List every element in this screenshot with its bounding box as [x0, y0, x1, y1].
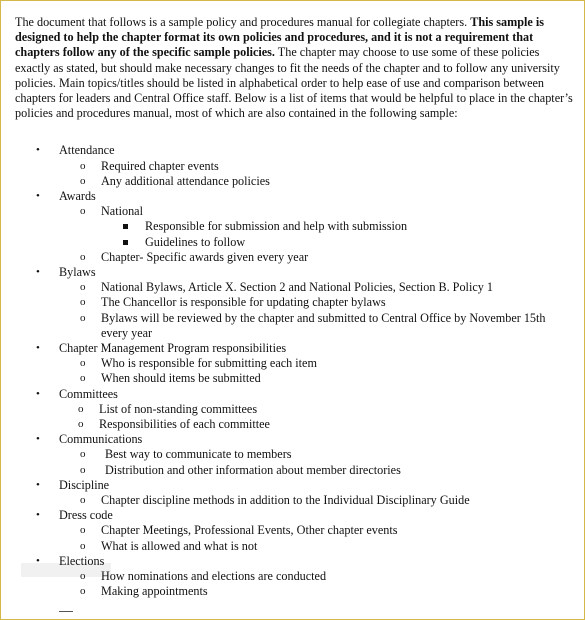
square-bullet-icon: [123, 224, 128, 229]
bullet-icon: •: [36, 387, 40, 400]
list-item: [15, 204, 575, 219]
list-item: [15, 523, 575, 538]
list-item-text: Bylaws will be reviewed by the chapter and submitted to Central Office by November 15th every year: [101, 310, 546, 340]
list-item-text: Distribution and other information about member directories: [105, 462, 401, 477]
sub-list-item-text: Responsible for submission and help with submission: [145, 219, 408, 234]
circle-bullet-icon: o: [80, 311, 86, 324]
bullet-icon: •: [36, 265, 40, 278]
list-item: [15, 371, 575, 386]
topic-title: Dress code: [59, 508, 113, 523]
intro-text-start: The document that follows is a sample policy and procedures manual for collegiate chapters.: [15, 15, 471, 29]
intro-paragraph: [15, 15, 575, 121]
circle-bullet-icon: o: [78, 417, 84, 430]
topic-dress-code: [15, 508, 575, 523]
topic-elections: [15, 554, 575, 569]
list-item: [15, 174, 575, 189]
list-item-text: List of non-standing committees: [99, 401, 258, 416]
bullet-icon: •: [36, 478, 40, 491]
list-item: [15, 539, 575, 554]
list-item: [15, 402, 575, 417]
topic-communications: [15, 432, 575, 447]
topic-title: Elections: [59, 553, 105, 568]
list-item: [15, 356, 575, 371]
bullet-icon: •: [36, 144, 40, 157]
list-item-text: Making appointments: [101, 584, 208, 599]
cut-off-text-fragment: [59, 611, 73, 616]
circle-bullet-icon: o: [80, 463, 86, 476]
list-item-text: Responsibilities of each committee: [99, 416, 270, 431]
list-item: [15, 280, 575, 295]
list-item: [15, 250, 575, 265]
circle-bullet-icon: o: [80, 296, 86, 309]
list-item-text: Any additional attendance policies: [101, 173, 270, 188]
list-item: [15, 493, 575, 508]
circle-bullet-icon: o: [80, 448, 86, 461]
list-item-text: When should items be submitted: [101, 371, 261, 386]
topic-title: Communications: [59, 432, 143, 447]
circle-bullet-icon: o: [80, 539, 86, 552]
topic-committees: [15, 387, 575, 402]
topic-title: Attendance: [59, 143, 115, 158]
topic-title: Awards: [59, 189, 96, 204]
list-item: [15, 295, 575, 310]
list-item-text: Chapter discipline methods in addition to the Individual Disciplinary Guide: [101, 492, 470, 507]
bullet-icon: •: [36, 554, 40, 567]
topic-title: Chapter Management Program responsibilities: [59, 340, 287, 355]
list-item-text: The Chancellor is responsible for updating chapter bylaws: [101, 295, 386, 310]
intro-text-end: The chapter may choose to use some of these policies exactly as stated, but should make necessary changes to fit the needs of the chapter and to follow any university policies. Main topics/titles should be listed in alphabetical order to help ease of use and comparison between chapters for leaders and Central Office staff. Below is a list of items that would be helpful to place in the chapter’s policies and procedures manual, most of which are also contained in the following sample:: [15, 45, 573, 121]
square-bullet-icon: [123, 240, 128, 245]
circle-bullet-icon: o: [78, 402, 84, 415]
topic-title: Committees: [59, 386, 118, 401]
intro-bold-text: This sample is designed to help the chapter format its own policies and procedures, and it is not a requirement that chapters follow any of the specific sample policies.: [15, 15, 545, 60]
list-item: [15, 584, 575, 599]
sub-list-item: [15, 219, 575, 234]
list-item: [15, 463, 575, 478]
bullet-icon: •: [36, 433, 40, 446]
bullet-icon: •: [36, 341, 40, 354]
circle-bullet-icon: o: [80, 524, 86, 537]
list-item: [15, 447, 575, 462]
circle-bullet-icon: o: [80, 357, 86, 370]
circle-bullet-icon: o: [80, 372, 86, 385]
list-item: [15, 159, 575, 174]
sub-list-item-text: Guidelines to follow: [145, 234, 246, 249]
sub-list-item: [15, 235, 575, 250]
list-item-text: Required chapter events: [101, 158, 219, 173]
topic-title: Discipline: [59, 477, 110, 492]
circle-bullet-icon: o: [80, 174, 86, 187]
circle-bullet-icon: o: [80, 281, 86, 294]
circle-bullet-icon: o: [80, 493, 86, 506]
topic-chapter-management: [15, 341, 575, 356]
list-item-text: National: [101, 204, 143, 219]
circle-bullet-icon: o: [80, 205, 86, 218]
bullet-icon: •: [36, 509, 40, 522]
circle-bullet-icon: o: [80, 569, 86, 582]
list-item-text: Chapter Meetings, Professional Events, Other chapter events: [101, 523, 398, 538]
circle-bullet-icon: o: [80, 159, 86, 172]
list-item: [15, 417, 575, 432]
circle-bullet-icon: o: [80, 250, 86, 263]
topic-bylaws: [15, 265, 575, 280]
document-body: [15, 15, 575, 599]
topic-discipline: [15, 478, 575, 493]
bullet-icon: •: [36, 190, 40, 203]
list-item: [15, 569, 575, 584]
circle-bullet-icon: o: [80, 585, 86, 598]
list-item-text: Chapter- Specific awards given every year: [101, 249, 309, 264]
list-item-text: Best way to communicate to members: [105, 447, 292, 462]
list-item: [15, 311, 575, 341]
topic-attendance: [15, 143, 575, 158]
list-item-text: What is allowed and what is not: [101, 538, 258, 553]
list-item-text: National Bylaws, Article X. Section 2 and National Policies, Section B. Policy 1: [101, 280, 493, 295]
topic-title: Bylaws: [59, 264, 96, 279]
list-item-text: How nominations and elections are conducted: [101, 568, 327, 583]
topic-awards: [15, 189, 575, 204]
list-item-text: Who is responsible for submitting each item: [101, 356, 317, 371]
